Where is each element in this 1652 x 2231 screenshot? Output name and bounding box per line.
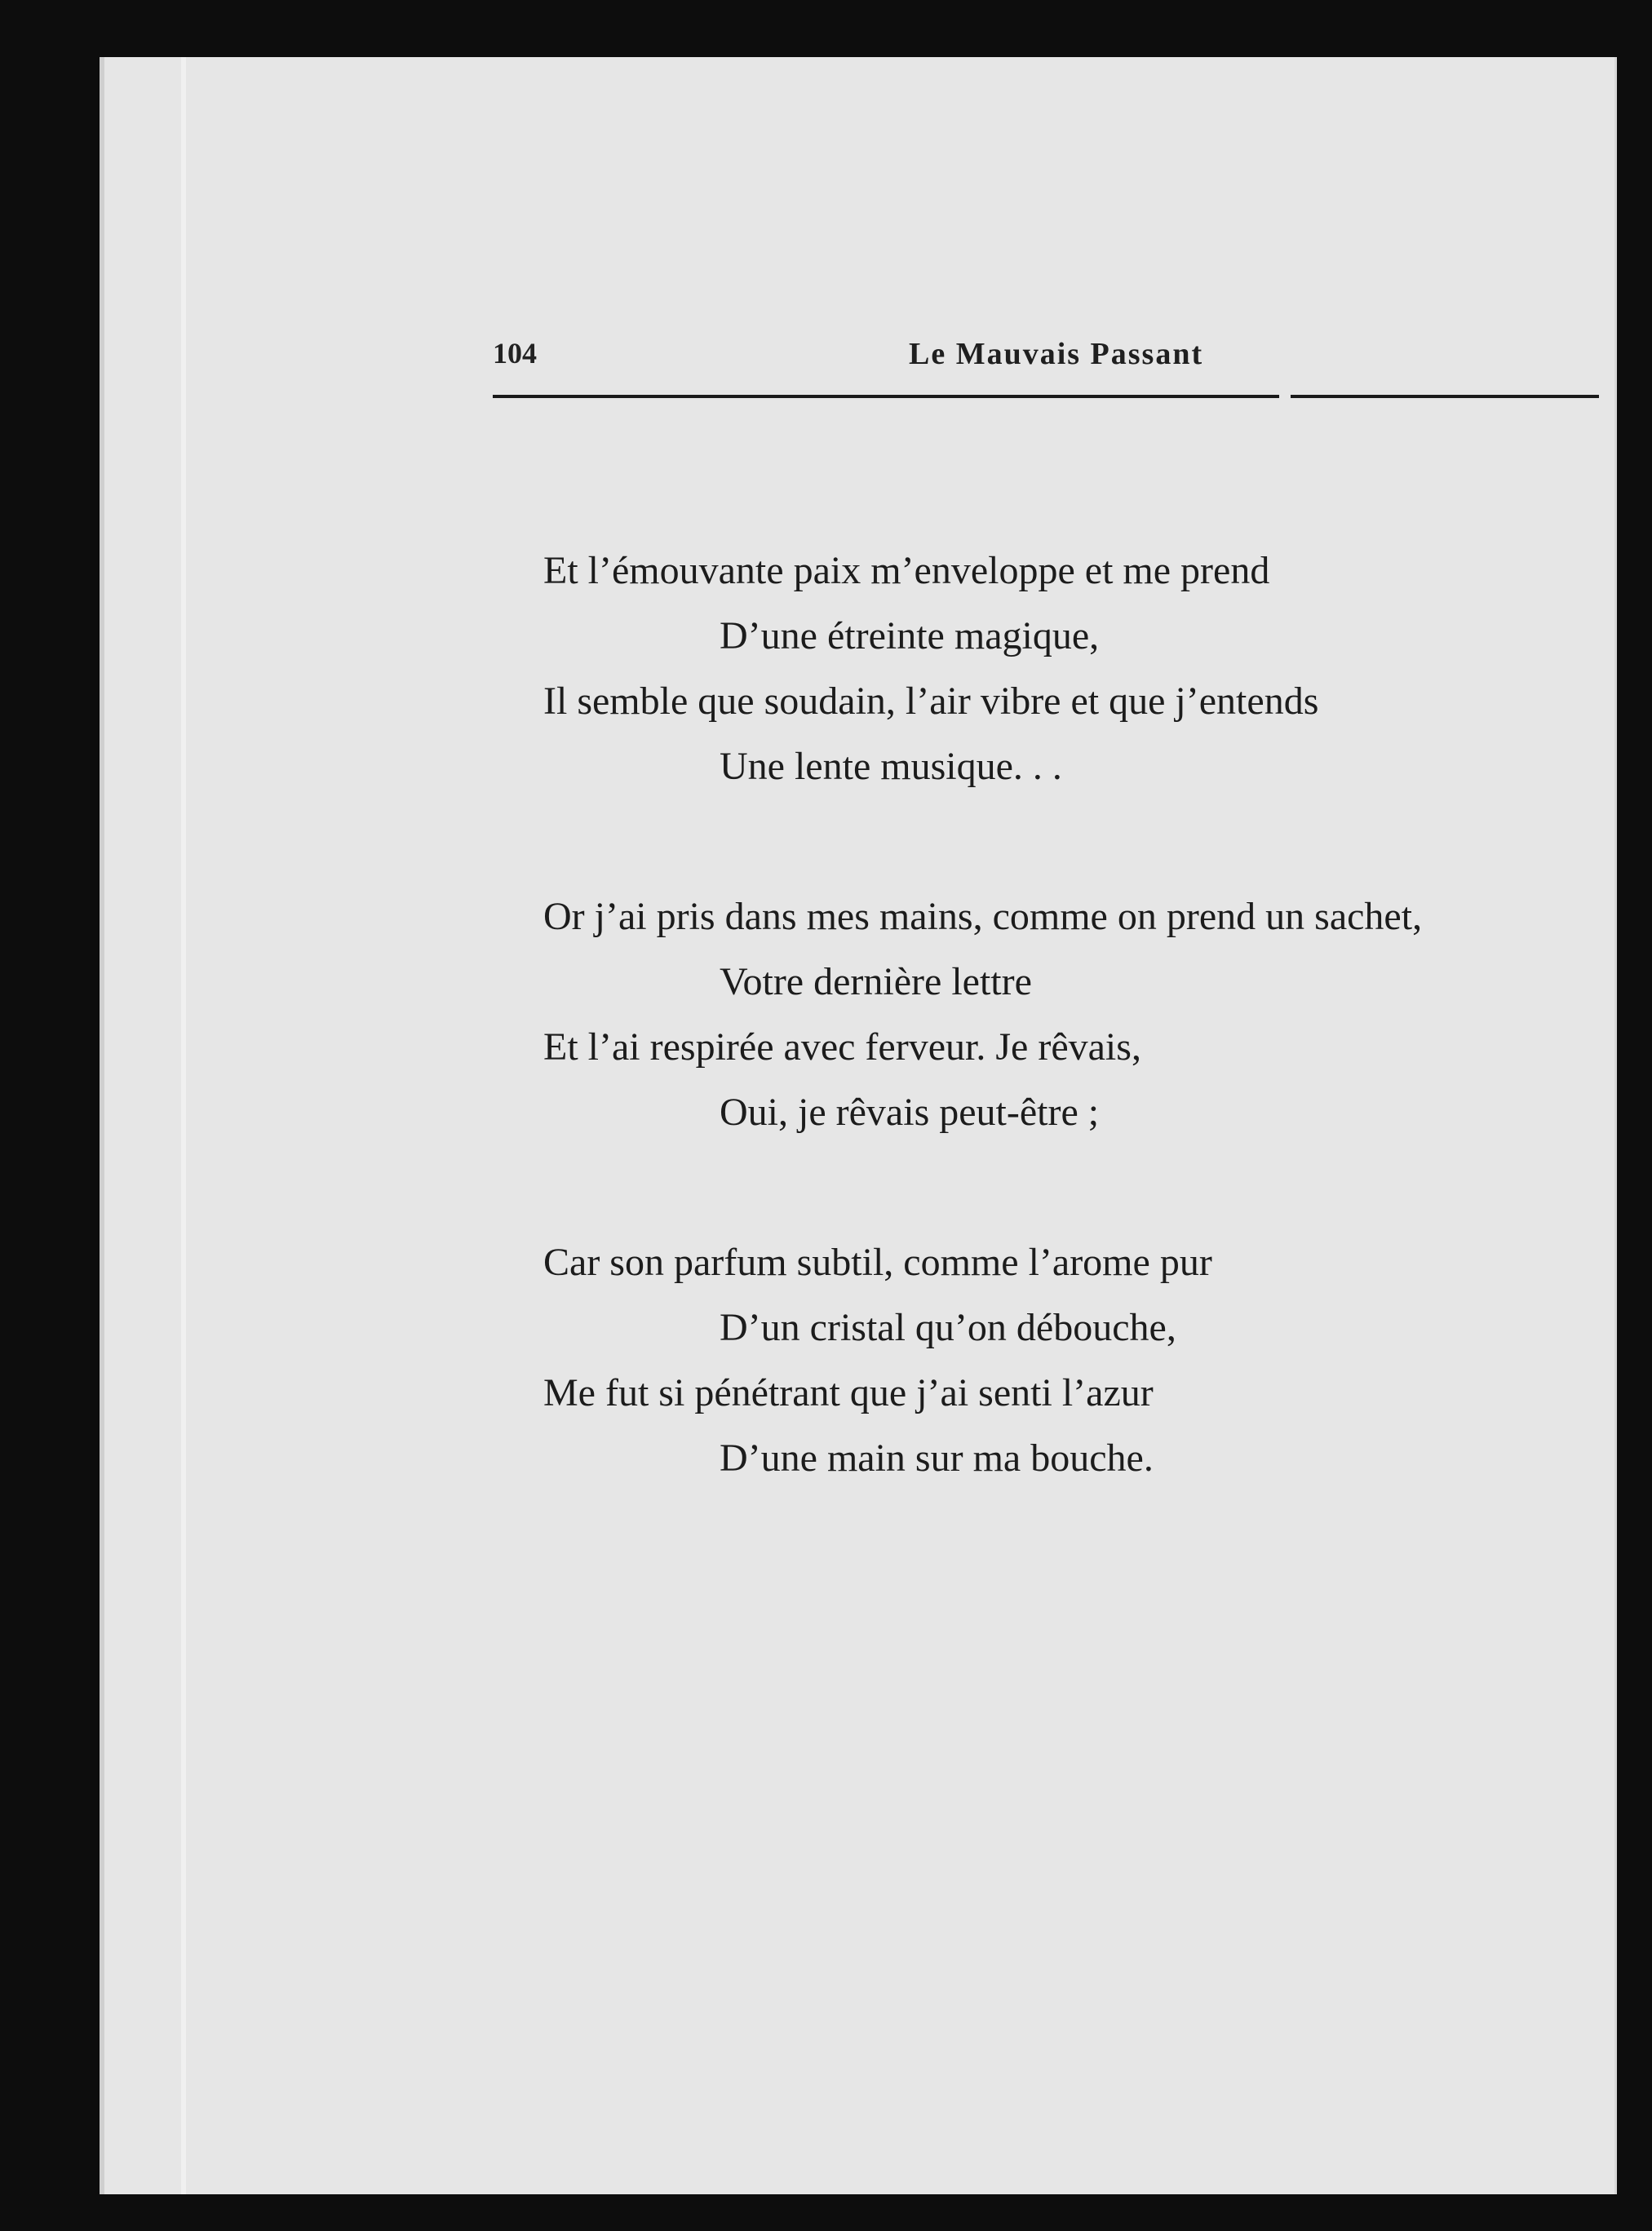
page-number: 104 xyxy=(493,337,537,370)
verse-line: Oui, je rêvais peut-être ; xyxy=(720,1091,1100,1134)
verse-line: Il semble que soudain, l’air vibre et que j’entends xyxy=(543,679,1319,723)
stanza-3 xyxy=(543,1230,1604,1491)
verse-line: Votre dernière lettre xyxy=(720,960,1032,1003)
verse-line: D’un cristal qu’on débouche, xyxy=(720,1306,1176,1349)
stanza-1 xyxy=(543,538,1604,799)
poem xyxy=(543,538,1604,1576)
verse-line: D’une main sur ma bouche. xyxy=(720,1436,1154,1480)
verse-line: Or j’ai pris dans mes mains, comme on prend un sachet, xyxy=(543,895,1423,938)
header-rule xyxy=(493,395,1599,398)
verse-line: D’une étreinte magique, xyxy=(720,614,1100,657)
verse-line: Me fut si pénétrant que j’ai senti l’azur xyxy=(543,1371,1154,1414)
header-rule-gap xyxy=(1279,393,1291,400)
verse-line: Et l’émouvante paix m’enveloppe et me prend xyxy=(543,549,1270,592)
running-title: Le Mauvais Passant xyxy=(909,337,1204,371)
verse-line: Une lente musique. . . xyxy=(720,745,1062,788)
page-header xyxy=(493,336,1602,401)
verse-line: Et l’ai respirée avec ferveur. Je rêvais, xyxy=(543,1025,1141,1069)
verse-line: Car son parfum subtil, comme l’arome pur xyxy=(543,1241,1212,1284)
stanza-2 xyxy=(543,884,1604,1145)
page-fold-shadow xyxy=(181,57,186,2194)
